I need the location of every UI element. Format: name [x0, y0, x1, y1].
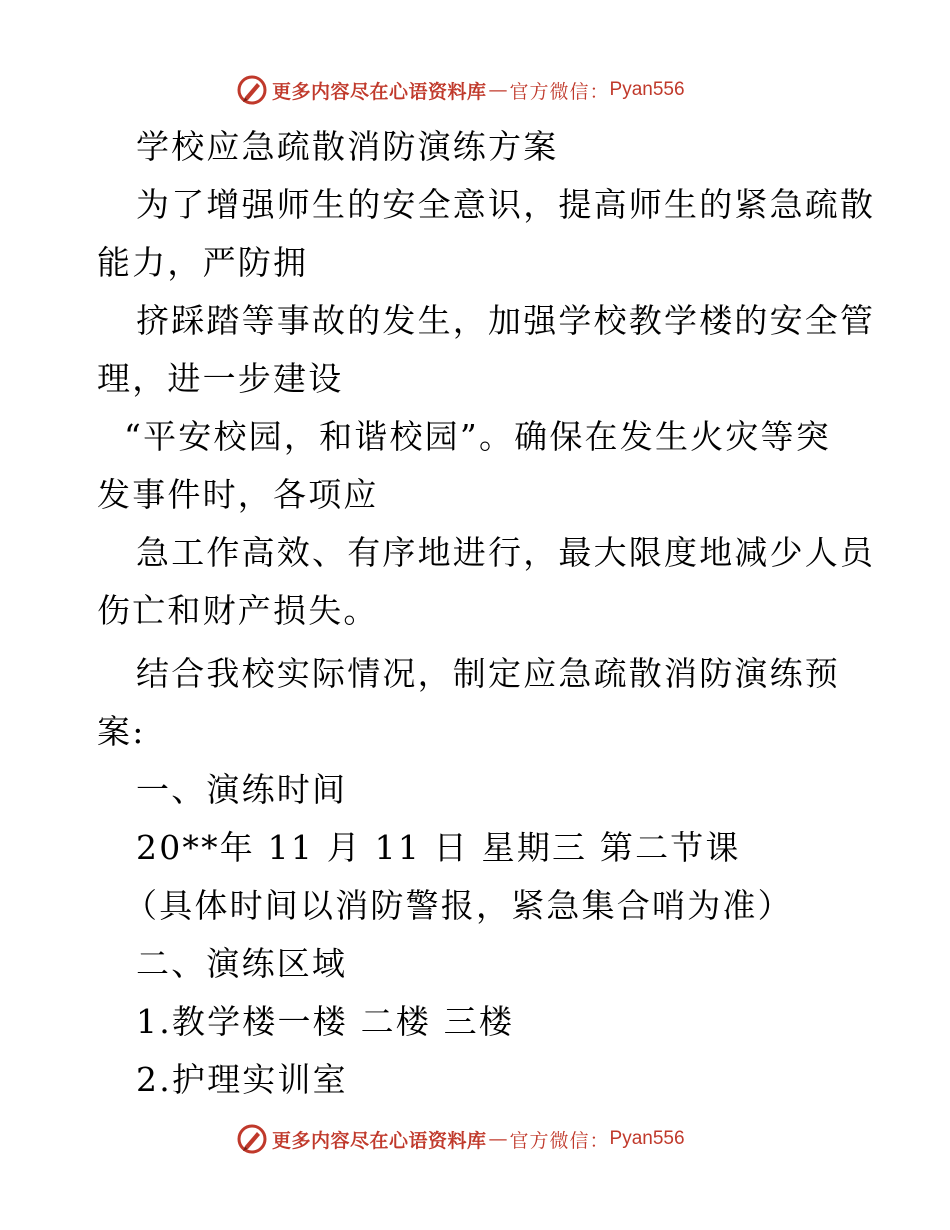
- pen-logo-icon: [236, 74, 268, 106]
- watermark-label: 官方微信：: [509, 1129, 610, 1152]
- section-heading: 二、演练区域: [136, 944, 348, 983]
- pen-logo-icon: [236, 1123, 268, 1155]
- watermark-brand: 更多内容尽在心语资料库: [272, 1129, 487, 1152]
- watermark-brand: 更多内容尽在心语资料库: [272, 80, 487, 103]
- paragraph-line: 理，进一步建设: [97, 359, 344, 398]
- paragraph-line: （具体时间以消防警报，紧急集合哨为准）: [124, 886, 793, 925]
- list-item: 1.教学楼一楼 二楼 三楼: [136, 1002, 515, 1041]
- paragraph-line: 发事件时，各项应: [97, 475, 379, 514]
- watermark-dash: —: [488, 79, 508, 101]
- paragraph-line: 为了增强师生的安全意识，提高师生的紧急疏散: [136, 185, 876, 224]
- paragraph-line: 20**年 11 月 11 日 星期三 第二节课: [136, 828, 741, 867]
- list-item: 2.护理实训室: [136, 1060, 348, 1099]
- section-heading: 一、演练时间: [136, 770, 348, 809]
- watermark-dash: —: [488, 1128, 508, 1150]
- document-title: 学校应急疏散消防演练方案: [136, 127, 559, 166]
- paragraph-line: “平安校园，和谐校园”。确保在发生火灾等突: [124, 417, 831, 456]
- paragraph-line: 结合我校实际情况，制定应急疏散消防演练预: [136, 654, 840, 693]
- paragraph-line: 挤踩踏等事故的发生，加强学校教学楼的安全管: [136, 301, 876, 340]
- paragraph-line: 案:: [97, 712, 146, 751]
- footer-watermark: [236, 1122, 685, 1156]
- paragraph-line: 伤亡和财产损失。: [97, 591, 379, 630]
- paragraph-line: 急工作高效、有序地进行，最大限度地减少人员: [136, 533, 876, 572]
- watermark-label: 官方微信：: [509, 80, 610, 103]
- watermark-id: Pyan556: [609, 1128, 685, 1149]
- header-watermark: [236, 73, 685, 107]
- paragraph-line: 能力，严防拥: [97, 243, 309, 282]
- watermark-id: Pyan556: [609, 79, 685, 100]
